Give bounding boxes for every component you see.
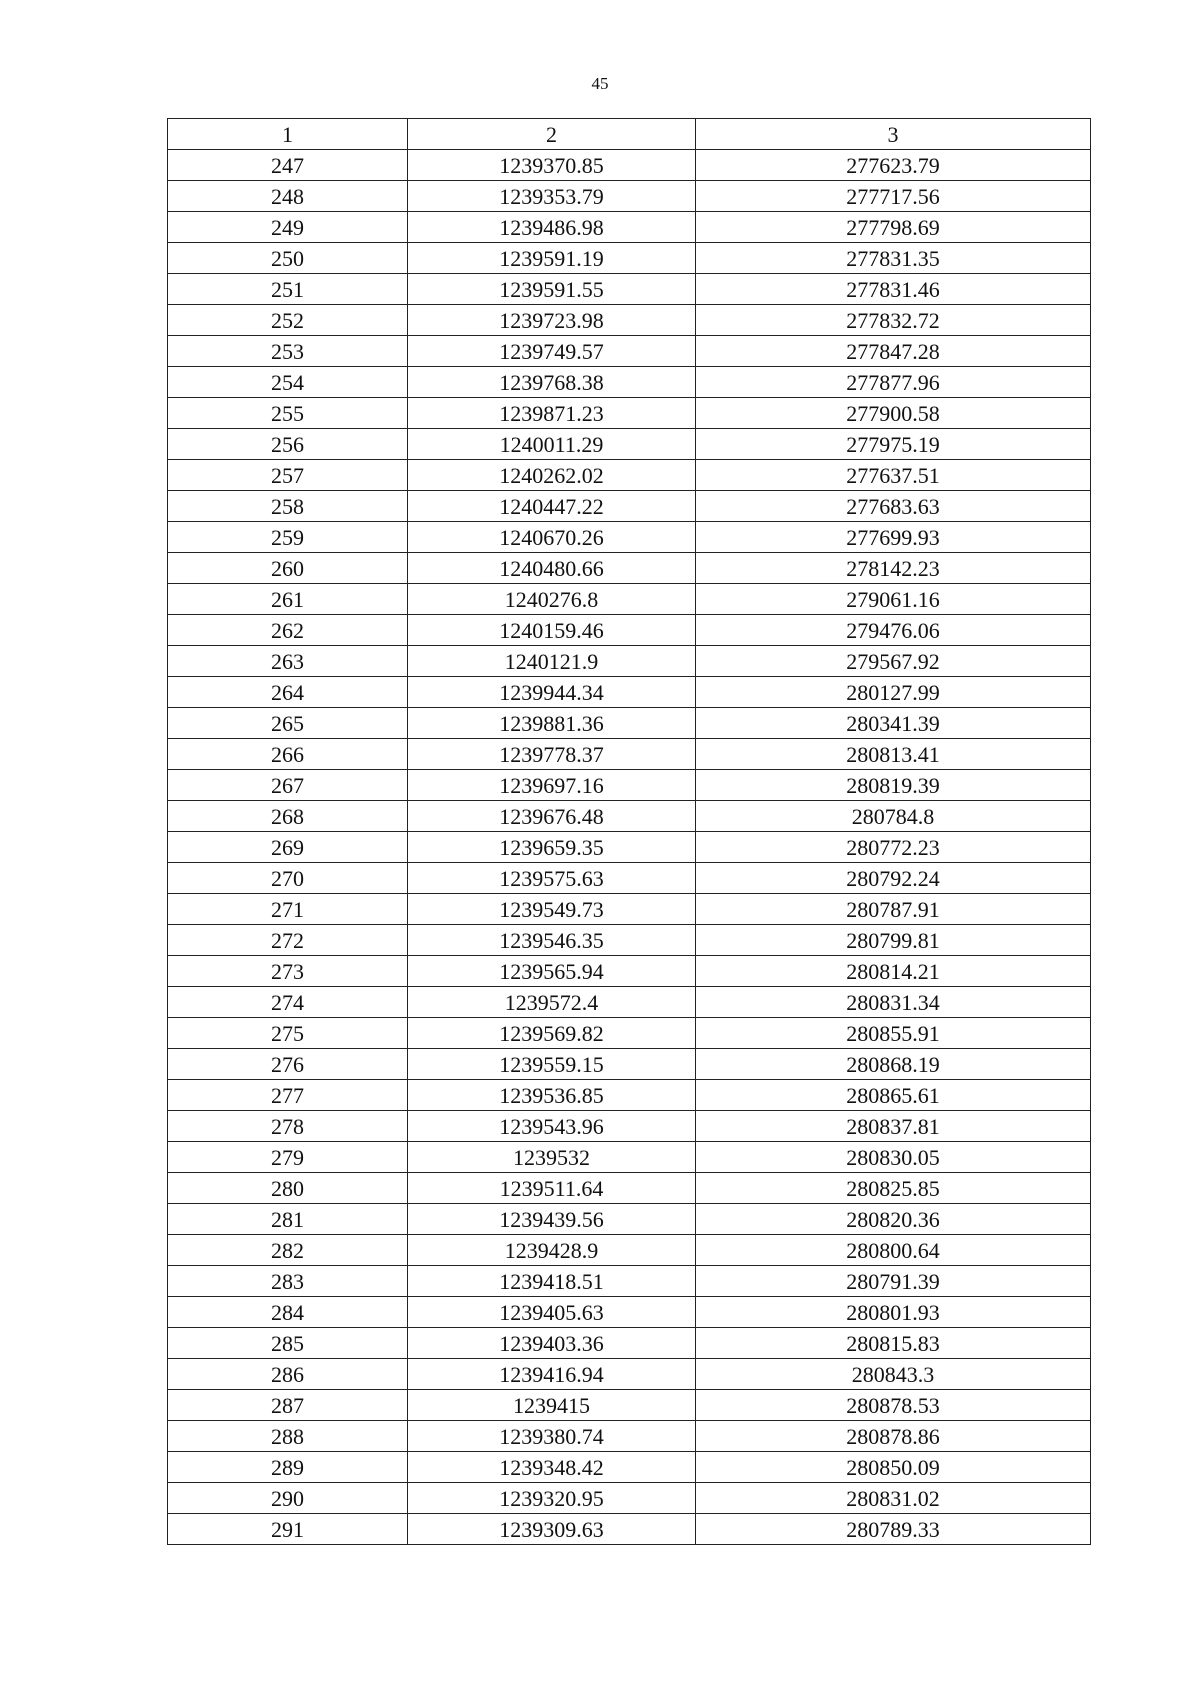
point-number-cell: 263 (168, 646, 408, 677)
point-number-cell: 262 (168, 615, 408, 646)
y-coordinate-cell: 280127.99 (696, 677, 1091, 708)
y-coordinate-cell: 279061.16 (696, 584, 1091, 615)
x-coordinate-cell: 1239944.34 (408, 677, 696, 708)
point-number-cell: 266 (168, 739, 408, 770)
y-coordinate-cell: 280830.05 (696, 1142, 1091, 1173)
y-coordinate-cell: 277717.56 (696, 181, 1091, 212)
y-coordinate-cell: 277683.63 (696, 491, 1091, 522)
x-coordinate-cell: 1239439.56 (408, 1204, 696, 1235)
x-coordinate-cell: 1240011.29 (408, 429, 696, 460)
x-coordinate-cell: 1240262.02 (408, 460, 696, 491)
y-coordinate-cell: 280813.41 (696, 739, 1091, 770)
y-coordinate-cell: 277975.19 (696, 429, 1091, 460)
x-coordinate-cell: 1239768.38 (408, 367, 696, 398)
table-row (168, 677, 1091, 708)
table-row (168, 243, 1091, 274)
x-coordinate-cell: 1239871.23 (408, 398, 696, 429)
x-coordinate-cell: 1239575.63 (408, 863, 696, 894)
point-number-cell: 277 (168, 1080, 408, 1111)
y-coordinate-cell: 280789.33 (696, 1514, 1091, 1545)
y-coordinate-cell: 279476.06 (696, 615, 1091, 646)
table-row (168, 646, 1091, 677)
y-coordinate-cell: 280831.34 (696, 987, 1091, 1018)
table-row (168, 181, 1091, 212)
table-row (168, 1173, 1091, 1204)
x-coordinate-cell: 1239543.96 (408, 1111, 696, 1142)
point-number-cell: 273 (168, 956, 408, 987)
point-number-cell: 269 (168, 832, 408, 863)
point-number-cell: 270 (168, 863, 408, 894)
table-row (168, 1235, 1091, 1266)
x-coordinate-cell: 1239565.94 (408, 956, 696, 987)
point-number-cell: 253 (168, 336, 408, 367)
y-coordinate-cell: 277623.79 (696, 150, 1091, 181)
table-row (168, 739, 1091, 770)
point-number-cell: 258 (168, 491, 408, 522)
y-coordinate-cell: 280787.91 (696, 894, 1091, 925)
x-coordinate-cell: 1240670.26 (408, 522, 696, 553)
y-coordinate-cell: 280825.85 (696, 1173, 1091, 1204)
x-coordinate-cell: 1239881.36 (408, 708, 696, 739)
point-number-cell: 284 (168, 1297, 408, 1328)
y-coordinate-cell: 280784.8 (696, 801, 1091, 832)
table-row (168, 305, 1091, 336)
x-coordinate-cell: 1239380.74 (408, 1421, 696, 1452)
x-coordinate-cell: 1239559.15 (408, 1049, 696, 1080)
y-coordinate-cell: 280815.83 (696, 1328, 1091, 1359)
x-coordinate-cell: 1240276.8 (408, 584, 696, 615)
point-number-cell: 271 (168, 894, 408, 925)
table-row (168, 1514, 1091, 1545)
point-number-cell: 260 (168, 553, 408, 584)
table-row (168, 1297, 1091, 1328)
table-row (168, 1452, 1091, 1483)
table-row (168, 1328, 1091, 1359)
x-coordinate-cell: 1239659.35 (408, 832, 696, 863)
x-coordinate-cell: 1239405.63 (408, 1297, 696, 1328)
y-coordinate-cell: 280855.91 (696, 1018, 1091, 1049)
point-number-cell: 259 (168, 522, 408, 553)
table-row (168, 801, 1091, 832)
table-row (168, 1049, 1091, 1080)
y-coordinate-cell: 277877.96 (696, 367, 1091, 398)
x-coordinate-cell: 1239723.98 (408, 305, 696, 336)
point-number-cell: 268 (168, 801, 408, 832)
y-coordinate-cell: 277847.28 (696, 336, 1091, 367)
table-row (168, 615, 1091, 646)
table-row (168, 212, 1091, 243)
table-row (168, 1359, 1091, 1390)
table-row (168, 460, 1091, 491)
point-number-cell: 274 (168, 987, 408, 1018)
table-row (168, 150, 1091, 181)
point-number-cell: 261 (168, 584, 408, 615)
point-number-cell: 272 (168, 925, 408, 956)
point-number-cell: 247 (168, 150, 408, 181)
table-row (168, 1390, 1091, 1421)
column-header-1: 1 (168, 119, 408, 150)
table-row (168, 1080, 1091, 1111)
table-row (168, 398, 1091, 429)
point-number-cell: 265 (168, 708, 408, 739)
y-coordinate-cell: 280341.39 (696, 708, 1091, 739)
x-coordinate-cell: 1240159.46 (408, 615, 696, 646)
x-coordinate-cell: 1239309.63 (408, 1514, 696, 1545)
table-row (168, 832, 1091, 863)
y-coordinate-cell: 280791.39 (696, 1266, 1091, 1297)
table-row (168, 1018, 1091, 1049)
y-coordinate-cell: 280820.36 (696, 1204, 1091, 1235)
point-number-cell: 249 (168, 212, 408, 243)
y-coordinate-cell: 277832.72 (696, 305, 1091, 336)
table-row (168, 274, 1091, 305)
column-header-2: 2 (408, 119, 696, 150)
x-coordinate-cell: 1239511.64 (408, 1173, 696, 1204)
point-number-cell: 279 (168, 1142, 408, 1173)
y-coordinate-cell: 280878.53 (696, 1390, 1091, 1421)
y-coordinate-cell: 280850.09 (696, 1452, 1091, 1483)
table-row (168, 770, 1091, 801)
x-coordinate-cell: 1239415 (408, 1390, 696, 1421)
point-number-cell: 278 (168, 1111, 408, 1142)
x-coordinate-cell: 1239353.79 (408, 181, 696, 212)
y-coordinate-cell: 280865.61 (696, 1080, 1091, 1111)
x-coordinate-cell: 1239569.82 (408, 1018, 696, 1049)
point-number-cell: 289 (168, 1452, 408, 1483)
point-number-cell: 254 (168, 367, 408, 398)
point-number-cell: 280 (168, 1173, 408, 1204)
table-row (168, 1142, 1091, 1173)
x-coordinate-cell: 1239572.4 (408, 987, 696, 1018)
point-number-cell: 250 (168, 243, 408, 274)
point-number-cell: 283 (168, 1266, 408, 1297)
x-coordinate-cell: 1239749.57 (408, 336, 696, 367)
x-coordinate-cell: 1239697.16 (408, 770, 696, 801)
point-number-cell: 290 (168, 1483, 408, 1514)
point-number-cell: 252 (168, 305, 408, 336)
table-body (168, 150, 1091, 1545)
table-row (168, 1111, 1091, 1142)
point-number-cell: 291 (168, 1514, 408, 1545)
x-coordinate-cell: 1239418.51 (408, 1266, 696, 1297)
point-number-cell: 256 (168, 429, 408, 460)
y-coordinate-cell: 277831.35 (696, 243, 1091, 274)
y-coordinate-cell: 277637.51 (696, 460, 1091, 491)
table-header-row (168, 119, 1091, 150)
x-coordinate-cell: 1240121.9 (408, 646, 696, 677)
point-number-cell: 248 (168, 181, 408, 212)
table-row (168, 925, 1091, 956)
y-coordinate-cell: 280772.23 (696, 832, 1091, 863)
y-coordinate-cell: 280819.39 (696, 770, 1091, 801)
table-row (168, 894, 1091, 925)
x-coordinate-cell: 1239532 (408, 1142, 696, 1173)
table-row (168, 522, 1091, 553)
x-coordinate-cell: 1239676.48 (408, 801, 696, 832)
column-header-3: 3 (696, 119, 1091, 150)
y-coordinate-cell: 280843.3 (696, 1359, 1091, 1390)
point-number-cell: 275 (168, 1018, 408, 1049)
point-number-cell: 286 (168, 1359, 408, 1390)
y-coordinate-cell: 277900.58 (696, 398, 1091, 429)
x-coordinate-cell: 1239591.19 (408, 243, 696, 274)
point-number-cell: 285 (168, 1328, 408, 1359)
y-coordinate-cell: 280792.24 (696, 863, 1091, 894)
point-number-cell: 276 (168, 1049, 408, 1080)
point-number-cell: 257 (168, 460, 408, 491)
x-coordinate-cell: 1239428.9 (408, 1235, 696, 1266)
table-row (168, 863, 1091, 894)
x-coordinate-cell: 1239320.95 (408, 1483, 696, 1514)
table-row (168, 956, 1091, 987)
point-number-cell: 255 (168, 398, 408, 429)
table-row (168, 1266, 1091, 1297)
x-coordinate-cell: 1239591.55 (408, 274, 696, 305)
y-coordinate-cell: 280878.86 (696, 1421, 1091, 1452)
x-coordinate-cell: 1240447.22 (408, 491, 696, 522)
coordinates-table (167, 118, 1091, 1545)
point-number-cell: 288 (168, 1421, 408, 1452)
x-coordinate-cell: 1239486.98 (408, 212, 696, 243)
x-coordinate-cell: 1239778.37 (408, 739, 696, 770)
y-coordinate-cell: 280837.81 (696, 1111, 1091, 1142)
table-row (168, 1204, 1091, 1235)
table-header (168, 119, 1091, 150)
x-coordinate-cell: 1239348.42 (408, 1452, 696, 1483)
page-number: 45 (591, 74, 609, 93)
point-number-cell: 287 (168, 1390, 408, 1421)
table-row (168, 429, 1091, 460)
y-coordinate-cell: 277798.69 (696, 212, 1091, 243)
table-row (168, 987, 1091, 1018)
y-coordinate-cell: 277831.46 (696, 274, 1091, 305)
x-coordinate-cell: 1240480.66 (408, 553, 696, 584)
table-row (168, 336, 1091, 367)
x-coordinate-cell: 1239546.35 (408, 925, 696, 956)
y-coordinate-cell: 277699.93 (696, 522, 1091, 553)
table-row (168, 1483, 1091, 1514)
table-row (168, 708, 1091, 739)
y-coordinate-cell: 278142.23 (696, 553, 1091, 584)
y-coordinate-cell: 279567.92 (696, 646, 1091, 677)
point-number-cell: 251 (168, 274, 408, 305)
x-coordinate-cell: 1239370.85 (408, 150, 696, 181)
point-number-cell: 282 (168, 1235, 408, 1266)
y-coordinate-cell: 280799.81 (696, 925, 1091, 956)
x-coordinate-cell: 1239536.85 (408, 1080, 696, 1111)
y-coordinate-cell: 280831.02 (696, 1483, 1091, 1514)
table-row (168, 584, 1091, 615)
x-coordinate-cell: 1239549.73 (408, 894, 696, 925)
x-coordinate-cell: 1239403.36 (408, 1328, 696, 1359)
point-number-cell: 281 (168, 1204, 408, 1235)
y-coordinate-cell: 280801.93 (696, 1297, 1091, 1328)
table-row (168, 1421, 1091, 1452)
y-coordinate-cell: 280800.64 (696, 1235, 1091, 1266)
y-coordinate-cell: 280814.21 (696, 956, 1091, 987)
point-number-cell: 267 (168, 770, 408, 801)
point-number-cell: 264 (168, 677, 408, 708)
y-coordinate-cell: 280868.19 (696, 1049, 1091, 1080)
table-row (168, 553, 1091, 584)
x-coordinate-cell: 1239416.94 (408, 1359, 696, 1390)
table-row (168, 367, 1091, 398)
table-row (168, 491, 1091, 522)
